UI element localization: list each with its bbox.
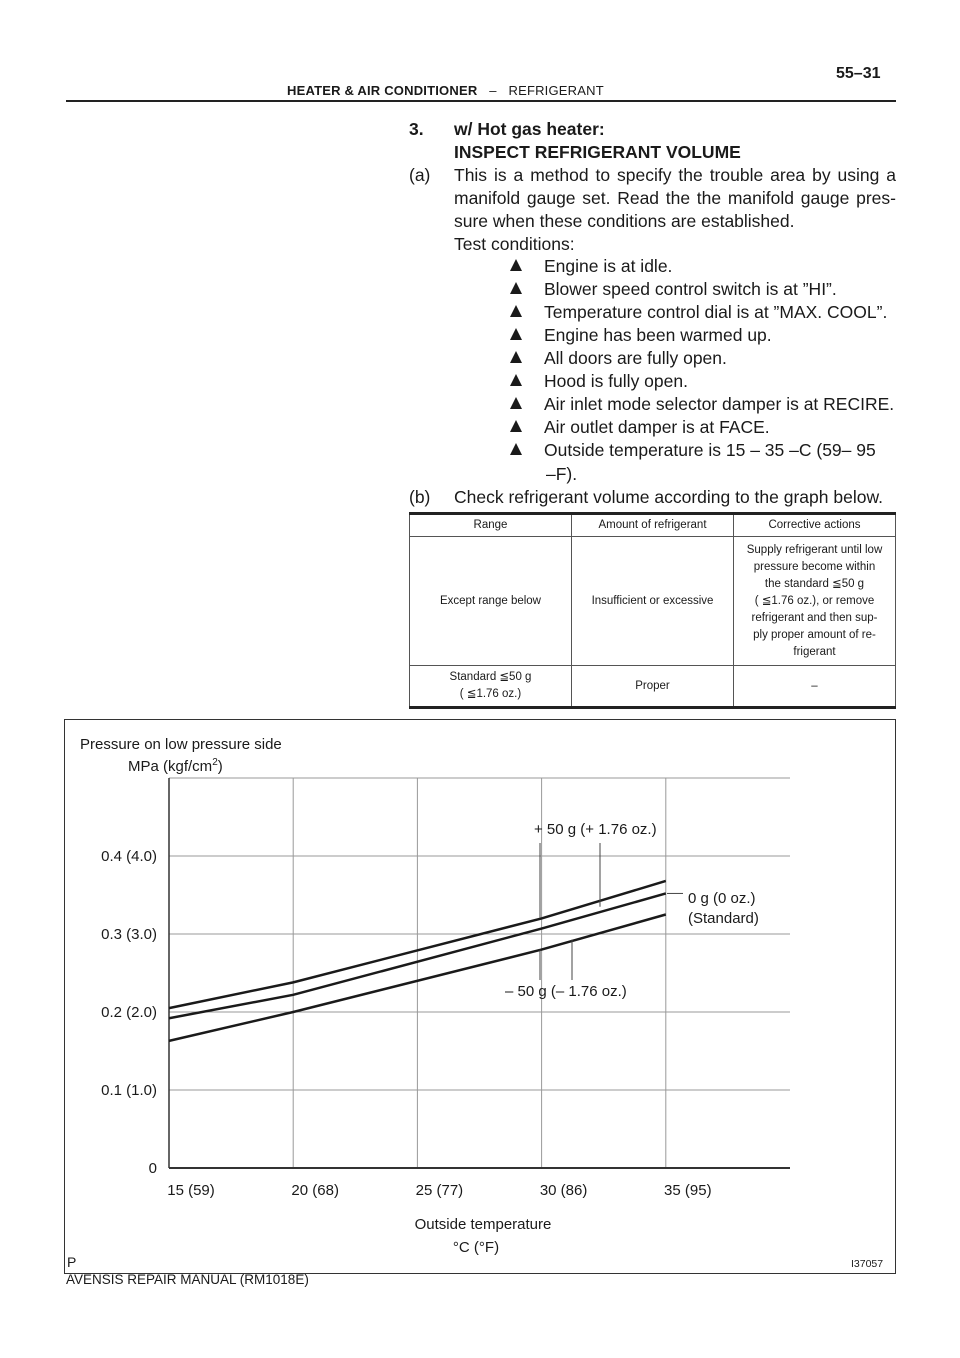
condition-item: Air inlet mode selector damper is at RECIRE. — [510, 394, 894, 415]
x-tick-label: 35 (95) — [664, 1182, 712, 1199]
section-title: HEATER & AIR CONDITIONER — [287, 83, 478, 98]
y-tick-label: 0 — [148, 1160, 157, 1177]
step-number: 3. — [409, 119, 424, 139]
x-axis-title: Outside temperature — [414, 1216, 552, 1233]
figure-id: I37057 — [851, 1258, 884, 1270]
y-tick-label: 0.2 (2.0) — [101, 1004, 157, 1021]
subsection-title: REFRIGERANT — [508, 83, 604, 98]
step-title: INSPECT REFRIGERANT VOLUME — [454, 142, 741, 162]
step-line1: w/ Hot gas heater: — [454, 119, 605, 139]
condition-wrap: –F). — [546, 464, 578, 484]
condition-item: Engine has been warmed up. — [510, 325, 772, 346]
annotation-label-standard: 0 g (0 oz.) — [688, 890, 756, 907]
para-b-label: (b) — [409, 487, 431, 507]
x-tick-label: 20 (68) — [291, 1182, 339, 1199]
table-cell: – — [734, 666, 896, 708]
table-cell: Standard ≦50 g ( ≦1.76 oz.) — [410, 666, 572, 708]
annotation-label-plus-50g: + 50 g (+ 1.76 oz.) — [534, 821, 657, 838]
para-a-line3: sure when these conditions are established. — [454, 211, 795, 231]
condition-item: Air outlet damper is at FACE. — [510, 417, 770, 438]
header-separator: – — [489, 83, 497, 98]
table-cell: Except range below — [410, 537, 572, 666]
annotation-label-minus-50g: – 50 g (– 1.76 oz.) — [505, 983, 627, 1000]
condition-item: Engine is at idle. — [510, 256, 672, 277]
figure-corner-mark: P — [67, 1254, 77, 1270]
test-conditions-label: Test conditions: — [454, 234, 575, 254]
condition-item: Temperature control dial is at ”MAX. COOL”. — [510, 302, 887, 323]
x-tick-label: 25 (77) — [415, 1182, 464, 1199]
para-a-line1: This is a method to specify the trouble area by using a — [454, 165, 896, 185]
page-number: 55–31 — [836, 65, 881, 82]
condition-item: Hood is fully open. — [510, 371, 688, 392]
y-tick-label: 0.1 (1.0) — [101, 1082, 157, 1099]
condition-item: All doors are fully open. — [510, 348, 727, 369]
para-a-label: (a) — [409, 165, 431, 185]
table-cell: Insufficient or excessive — [572, 537, 734, 666]
condition-item: Blower speed control switch is at ”HI”. — [510, 279, 837, 300]
x-tick-label: 15 (59) — [167, 1182, 215, 1199]
y-axis-title: Pressure on low pressure side — [80, 736, 282, 753]
x-axis-unit: °C (°F) — [452, 1239, 500, 1256]
x-tick-label: 30 (86) — [539, 1182, 588, 1199]
annotation-label-standard-note: (Standard) — [688, 910, 759, 927]
y-tick-label: 0.4 (4.0) — [101, 848, 157, 865]
footer-manual-title: AVENSIS REPAIR MANUAL (RM1018E) — [66, 1272, 309, 1287]
table-header: Corrective actions — [734, 514, 896, 537]
para-a-line2: manifold gauge set. Read the the manifold gauge pres- — [454, 188, 896, 208]
y-axis-unit: MPa $(kgf/cm^2)$ — [128, 757, 223, 775]
table-cell: Supply refrigerant until low pressure become within the standard ≦50 g ( ≦1.76 oz.), or remove refrigerant and then sup- ply proper amount of re- frigerant — [734, 537, 896, 666]
table-header: Amount of refrigerant — [572, 514, 734, 537]
condition-item: Outside temperature is 15 – 35 –C (59– 95 — [510, 440, 876, 461]
y-tick-label: 0.3 (3.0) — [101, 926, 157, 943]
table-cell: Proper — [572, 666, 734, 708]
para-b-text: Check refrigerant volume according to the graph below. — [454, 487, 883, 507]
table-header: Range — [410, 514, 572, 537]
